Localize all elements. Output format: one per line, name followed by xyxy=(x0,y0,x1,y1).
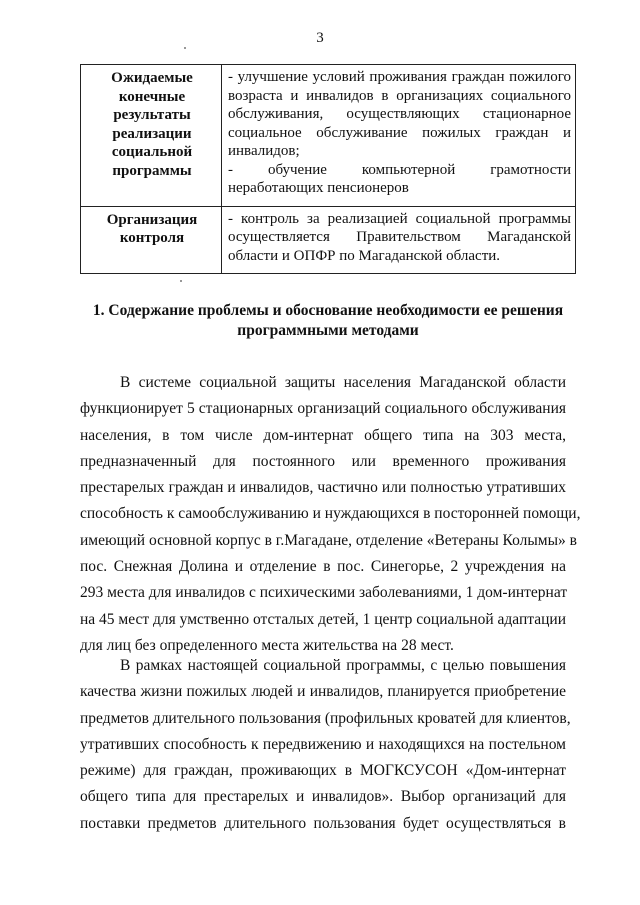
section-heading xyxy=(80,301,576,341)
paragraph-line: функционирует 5 стационарных организаций социального обслуживания xyxy=(80,400,566,418)
paragraph xyxy=(80,653,571,837)
paragraph-line: имеющий основной корпус в г.Магадане, отделение «Ветераны Колымы» в xyxy=(80,531,577,549)
section-heading-line: 1. Содержание проблемы и обоснование необходимости ее решения xyxy=(92,302,564,319)
program-passport-table xyxy=(80,64,576,274)
value-line: социальное обслуживание пожилых граждан и xyxy=(228,124,571,141)
scan-speck xyxy=(184,47,186,49)
value-line: неработающих пенсионеров xyxy=(228,180,409,196)
row-value-expected-results xyxy=(222,65,576,207)
paragraph-line: престарелых граждан и инвалидов, частично или полностью утративших xyxy=(80,479,566,497)
paragraph-line: поставки предметов длительного пользования будет осуществляться в xyxy=(80,814,566,832)
value-line: - обучение компьютерной грамотности xyxy=(228,161,571,178)
row-label-control xyxy=(81,206,222,274)
paragraph-line: общего типа для престарелых и инвалидов». Выбор организаций для xyxy=(80,788,566,806)
label-line: реализации xyxy=(112,125,192,142)
label-line: конечные xyxy=(118,88,186,105)
section-heading-line: программными методами xyxy=(237,322,419,339)
table-row xyxy=(81,206,576,274)
paragraph-line: предназначенный для постоянного или временного проживания xyxy=(80,452,566,470)
paragraph-line: режиме) для граждан, проживающих в МОГКСУСОН «Дом-интернат xyxy=(80,762,566,780)
paragraph-line: для лиц без определенного места жительства на 28 мест. xyxy=(80,636,454,654)
label-line: Организация xyxy=(106,211,198,228)
paragraph-line: предметов длительного пользования (профильных кроватей для клиентов, xyxy=(80,709,571,727)
paragraph xyxy=(80,370,581,659)
paragraph-line: способность к самообслуживанию и нуждающихся в посторонней помощи, xyxy=(80,505,581,523)
label-line: программы xyxy=(112,162,192,179)
value-line: возраста и инвалидов в организациях социального xyxy=(228,87,571,104)
row-label-expected-results xyxy=(81,65,222,207)
table-row xyxy=(81,65,576,207)
label-line: социальной xyxy=(111,144,193,160)
value-line: - контроль за реализацией социальной программы xyxy=(228,210,571,227)
value-line: инвалидов; xyxy=(228,143,300,159)
value-line: обслуживания, осуществляющих стационарное xyxy=(228,106,571,122)
label-line: результаты xyxy=(113,107,191,123)
page-number: 3 xyxy=(316,30,324,46)
paragraph-line: на 45 мест для умственно отсталых детей, 1 центр социальной адаптации xyxy=(80,610,566,628)
paragraph-line: утративших способность к передвижению и находящихся на постельном xyxy=(80,735,566,753)
value-line: области и ОПФР по Магаданской области. xyxy=(228,247,501,264)
paragraph-line: В системе социальной защиты населения Магаданской области xyxy=(120,374,566,391)
value-line: осуществляется Правительством Магаданской xyxy=(228,229,571,245)
paragraph-line: населения, в том числе дом-интернат общего типа на 303 места, xyxy=(80,426,566,444)
paragraph-line: 293 места для инвалидов с психическими заболеваниями, 1 дом-интернат xyxy=(80,584,568,602)
paragraph-line: пос. Снежная Долина и отделение в пос. Синегорье, 2 учреждения на xyxy=(80,558,566,576)
scan-speck xyxy=(180,280,182,282)
label-line: контроля xyxy=(119,230,185,246)
label-line: Ожидаемые xyxy=(111,70,193,86)
row-value-control xyxy=(222,206,576,274)
value-line: - улучшение условий проживания граждан пожилого xyxy=(228,69,571,85)
paragraph-line: В рамках настоящей социальной программы, с целью повышения xyxy=(120,657,566,674)
paragraph-line: качества жизни пожилых людей и инвалидов, планируется приобретение xyxy=(80,683,566,701)
